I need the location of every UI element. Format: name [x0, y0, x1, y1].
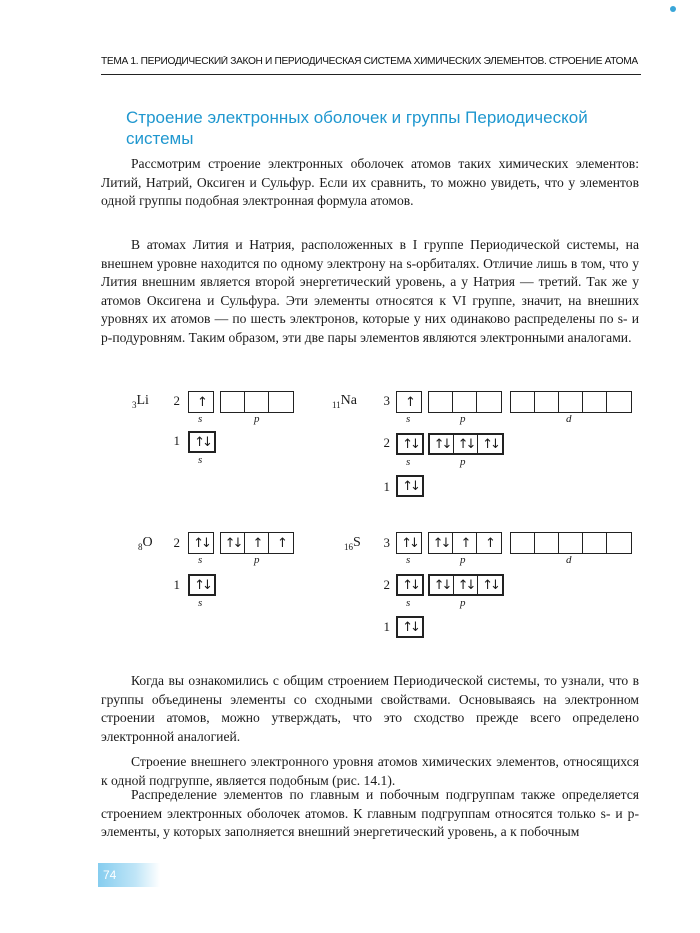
orbital-cell — [535, 533, 559, 553]
sublevel-label: s — [198, 413, 203, 425]
orbital-cell: ↑↓ — [402, 478, 418, 494]
orbital-cell — [607, 533, 631, 553]
sublevel-label: s — [198, 554, 203, 566]
orbital-cell: ↑ — [245, 533, 269, 553]
element-label-li: $_3$Li — [132, 393, 149, 410]
paragraph-5: Распределение элементов по главным и побочным подгруппам также определяется строением электронных оболочек атомов. К главным подгруппам относятся только s- и p-элементы, у которых заполняется внешний энергетический уровень, а к побочным — [101, 787, 639, 840]
orbital-cell: ↑↓ — [194, 577, 210, 593]
section-title: Строение электронных оболочек и группы Периодической системы — [126, 108, 588, 148]
o-2s-orbital — [188, 532, 214, 554]
orbital-cell: ↑↓ — [193, 535, 209, 551]
na-3s-orbital — [396, 391, 422, 413]
sublevel-label: s — [406, 554, 411, 566]
paragraph-4: Строение внешнего электронного уровня атомов химических элементов, относящихся к одной подгруппе, является подобным (рис. 14.1). — [101, 754, 639, 788]
orbital-cell — [245, 392, 269, 412]
level-number: 3 — [383, 393, 390, 408]
sublevel-label: s — [406, 456, 411, 468]
paragraph-2: В атомах Лития и Натрия, расположенных в I группе Периодической системы, на внешнем уровне находится по одному электрону на s-орбиталях. Отличие лишь в том, что у Лития внешним является второй энергетический уровень, а у Натрия — третий. Так же у атомов Оксигена и Сульфура. Эти элементы относятся к VI группе, значит, на внешних уровнях их атомов — по шесть электронов, которые у них одинаково распределены по s- и p-подуровням. Таким образом, эти две пары элементов являются электронными аналогами. — [101, 237, 639, 345]
sublevel-label: s — [406, 413, 411, 425]
o-1s-orbital — [188, 574, 216, 596]
li-1s-orbital — [188, 431, 216, 453]
logo-dot-icon — [670, 6, 676, 12]
orbital-cell: ↑↓ — [430, 435, 454, 453]
sublevel-label: p — [460, 413, 466, 425]
orbital-cell: ↑↓ — [430, 576, 454, 594]
s-2s-orbital — [396, 574, 424, 596]
orbital-cell — [559, 533, 583, 553]
paragraph-1: Рассмотрим строение электронных оболочек атомов таких химических элементов: Литий, Натрий, Оксиген и Сульфур. Если их сравнить, то можно увидеть, что у элементов одной группы подобная электронная формула атомов. — [101, 156, 639, 209]
na-3p-orbital — [428, 391, 502, 413]
level-number: 2 — [173, 393, 180, 408]
paragraph-3: Когда вы ознакомились с общим строением Периодической системы, то узнали, что в группы объединены элементы со сходными свойствами. Основываясь на электронном строении атомов, можно утверждать, что это сходство прежде всего определено электронной аналогией. — [101, 673, 639, 744]
na-2p-orbital — [428, 433, 504, 455]
sublevel-label: d — [566, 413, 572, 425]
level-number: 2 — [383, 577, 390, 592]
orbital-cell — [511, 533, 535, 553]
corner-logo — [670, 4, 692, 14]
orbital-cell: ↑↓ — [194, 434, 210, 450]
orbital-cell: ↑↓ — [454, 435, 478, 453]
orbital-diagrams — [0, 385, 700, 655]
na-1s-orbital — [396, 475, 424, 497]
level-number: 2 — [173, 535, 180, 550]
page-number: 74 — [98, 863, 160, 887]
level-number: 3 — [383, 535, 390, 550]
level-number: 1 — [173, 433, 180, 448]
orbital-cell — [511, 392, 535, 412]
orbital-cell: ↑↓ — [482, 436, 498, 452]
level-number: 2 — [383, 435, 390, 450]
orbital-cell — [559, 392, 583, 412]
sublevel-label: s — [198, 454, 203, 466]
orbital-cell — [429, 392, 453, 412]
level-number: 1 — [383, 479, 390, 494]
orbital-cell — [535, 392, 559, 412]
li-2s-orbital — [188, 391, 214, 413]
orbital-cell: ↑↓ — [402, 436, 418, 452]
s-3d-orbital — [510, 532, 632, 554]
orbital-cell — [477, 392, 501, 412]
level-number: 1 — [173, 577, 180, 592]
li-2p-orbital — [220, 391, 294, 413]
element-label-o: $_8$O — [138, 535, 153, 552]
s-3p-orbital — [428, 532, 502, 554]
orbital-cell — [607, 392, 631, 412]
orbital-cell: ↑ — [277, 535, 285, 551]
orbital-cell: ↑ — [405, 394, 413, 410]
sublevel-label: p — [254, 413, 260, 425]
orbital-cell: ↑↓ — [401, 535, 417, 551]
o-2p-orbital — [220, 532, 294, 554]
header-rule — [101, 74, 641, 75]
sublevel-label: d — [566, 554, 572, 566]
orbital-cell: ↑↓ — [454, 576, 478, 594]
orbital-cell: ↑ — [485, 535, 493, 551]
na-3d-orbital — [510, 391, 632, 413]
orbital-cell — [583, 533, 607, 553]
sublevel-label: p — [254, 554, 260, 566]
element-label-na: $_{11}$Na — [332, 393, 357, 410]
orbital-cell — [453, 392, 477, 412]
sublevel-label: s — [406, 597, 411, 609]
orbital-cell: ↑↓ — [429, 533, 453, 553]
orbital-cell: ↑↓ — [402, 619, 418, 635]
element-label-s: $_{16}$S — [344, 535, 361, 552]
orbital-cell — [583, 392, 607, 412]
orbital-cell: ↑↓ — [402, 577, 418, 593]
sublevel-label: s — [198, 597, 203, 609]
na-2s-orbital — [396, 433, 424, 455]
running-head: ТЕМА 1. ПЕРИОДИЧЕСКИЙ ЗАКОН И ПЕРИОДИЧЕСКАЯ СИСТЕМА ХИМИЧЕСКИХ ЭЛЕМЕНТОВ. СТРОЕНИЕ АТОМА — [101, 56, 638, 67]
orbital-cell — [221, 392, 245, 412]
sublevel-label: p — [460, 597, 466, 609]
sublevel-label: p — [460, 554, 466, 566]
orbital-cell: ↑ — [197, 394, 205, 410]
s-3s-orbital — [396, 532, 422, 554]
orbital-cell: ↑ — [453, 533, 477, 553]
s-1s-orbital — [396, 616, 424, 638]
level-number: 1 — [383, 619, 390, 634]
orbital-cell — [269, 392, 293, 412]
s-2p-orbital — [428, 574, 504, 596]
orbital-cell: ↑↓ — [482, 577, 498, 593]
sublevel-label: p — [460, 456, 466, 468]
orbital-cell: ↑↓ — [221, 533, 245, 553]
